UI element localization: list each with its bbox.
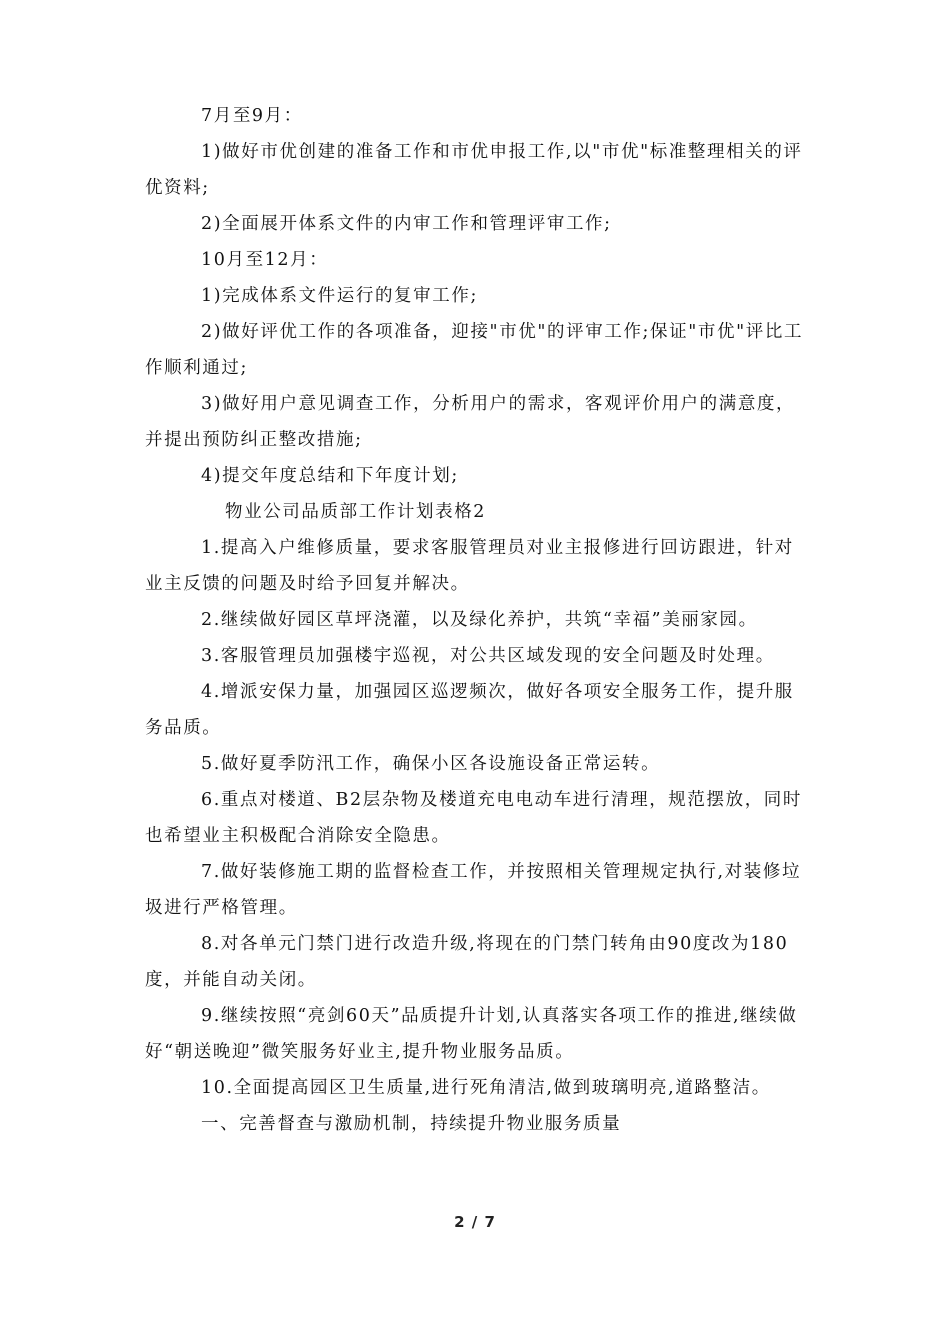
page-number: 2 / 7 (454, 1213, 496, 1231)
list-item: 9.继续按照“亮剑60天”品质提升计划,认真落实各项工作的推进,继续做好“朝送晚迎”微笑服务好业主,提升物业服务品质。 (145, 1006, 798, 1062)
paragraph: 4)提交年度总结和下年度计划; (201, 466, 459, 486)
list-item: 1.提高入户维修质量，要求客服管理员对业主报修进行回访跟进，针对业主反馈的问题及时给予回复并解决。 (145, 538, 794, 594)
list-item: 8.对各单元门禁门进行改造升级,将现在的门禁门转角由90度改为180度，并能自动关闭。 (145, 934, 789, 990)
section-title: 物业公司品质部工作计划表格2 (225, 502, 487, 522)
list-item: 5.做好夏季防汛工作，确保小区各设施设备正常运转。 (201, 754, 661, 774)
document-body (145, 98, 810, 1142)
section-heading-oct-dec: 10月至12月： (201, 250, 329, 270)
paragraph: 2)全面展开体系文件的内审工作和管理评审工作; (201, 214, 612, 234)
paragraph: 2)做好评优工作的各项准备，迎接"市优"的评审工作;保证"市优"评比工作顺利通过; (145, 322, 804, 378)
list-item: 6.重点对楼道、B2层杂物及楼道充电电动车进行清理，规范摆放，同时也希望业主积极配合消除安全隐患。 (145, 790, 802, 846)
paragraph: 1)完成体系文件运行的复审工作; (201, 286, 478, 306)
list-item: 4.增派安保力量，加强园区巡逻频次，做好各项安全服务工作，提升服务品质。 (145, 682, 794, 738)
list-item: 3.客服管理员加强楼宇巡视，对公共区域发现的安全问题及时处理。 (201, 646, 775, 666)
list-item: 10.全面提高园区卫生质量,进行死角清洁,做到玻璃明亮,道路整洁。 (201, 1078, 771, 1098)
paragraph: 1)做好市优创建的准备工作和市优申报工作,以"市优"标准整理相关的评优资料; (145, 142, 803, 198)
paragraph: 3)做好用户意见调查工作，分析用户的需求，客观评价用户的满意度，并提出预防纠正整改措施; (145, 394, 796, 450)
section-heading: 一、完善督查与激励机制，持续提升物业服务质量 (201, 1114, 622, 1134)
list-item: 7.做好装修施工期的监督检查工作，并按照相关管理规定执行,对装修垃圾进行严格管理。 (145, 862, 802, 918)
list-item: 2.继续做好园区草坪浇灌，以及绿化养护，共筑“幸福”美丽家园。 (201, 610, 758, 630)
section-heading-jul-sep: 7月至9月： (201, 106, 303, 126)
